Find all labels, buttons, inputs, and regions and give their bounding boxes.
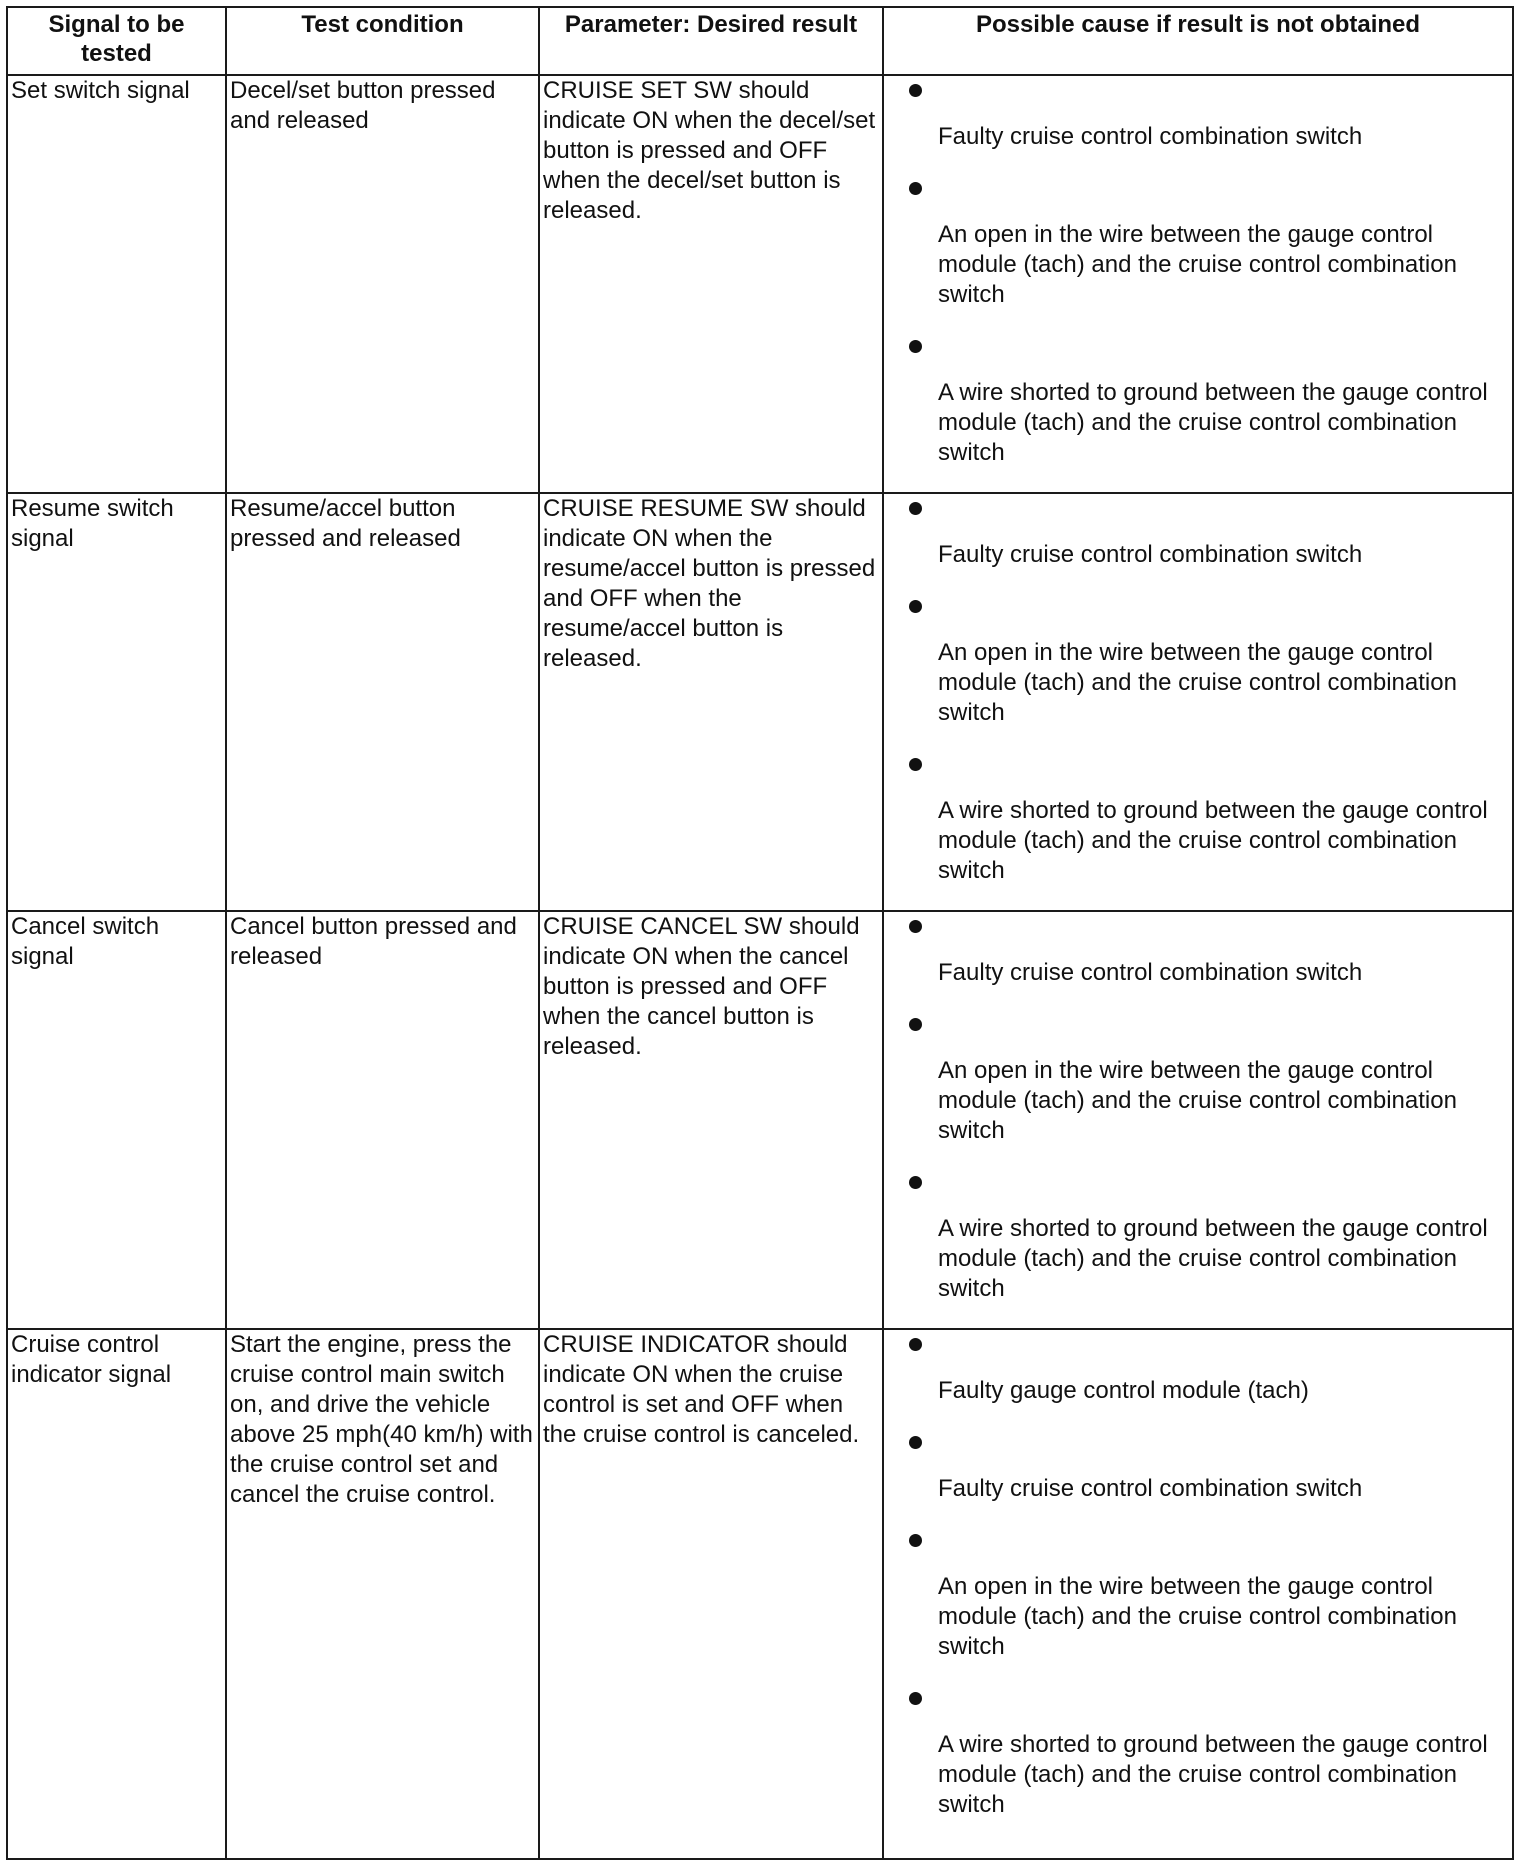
cause-item [887,1428,1509,1504]
cause-item [887,1010,1509,1146]
result-cell: CRUISE CANCEL SW should indicate ON when the cancel button is pressed and OFF when the cancel button is released. [539,911,883,1329]
cause-text: A wire shorted to ground between the gauge control module (tach) and the cruise control combination switch [938,379,1488,466]
cause-list [887,1330,1509,1820]
signal-cell: Cruise control indicator signal [7,1329,226,1859]
header-signal: Signal to be tested [7,7,226,75]
cause-list [887,494,1509,886]
table-row [7,493,1513,911]
cause-item [887,592,1509,728]
bullet-icon [909,182,922,195]
result-cell: CRUISE RESUME SW should indicate ON when the resume/accel button is pressed and OFF when the resume/accel button is released. [539,493,883,911]
causes-cell [883,911,1513,1329]
bullet-icon [909,84,922,97]
cause-text: Faulty cruise control combination switch [938,541,1363,568]
cause-item [887,1168,1509,1304]
diagnostic-table [6,6,1514,1860]
condition-cell: Start the engine, press the cruise control main switch on, and drive the vehicle above 25 mph(40 km/h) with the cruise control set and cancel the cruise control. [226,1329,539,1859]
cause-item [887,750,1509,886]
signal-cell: Cancel switch signal [7,911,226,1329]
cause-item [887,1330,1509,1406]
cause-text: An open in the wire between the gauge control module (tach) and the cruise control combination switch [938,221,1457,308]
signal-cell: Resume switch signal [7,493,226,911]
table-row [7,1329,1513,1859]
bullet-icon [909,502,922,515]
cause-text: A wire shorted to ground between the gauge control module (tach) and the cruise control combination switch [938,797,1488,884]
bullet-icon [909,1018,922,1031]
bullet-icon [909,758,922,771]
causes-cell [883,1329,1513,1859]
header-row [7,7,1513,75]
condition-cell: Decel/set button pressed and released [226,75,539,493]
result-cell: CRUISE SET SW should indicate ON when the decel/set button is pressed and OFF when the decel/set button is released. [539,75,883,493]
table-row [7,75,1513,493]
bullet-icon [909,600,922,613]
bullet-icon [909,1338,922,1351]
cause-item [887,174,1509,310]
cause-item [887,912,1509,988]
bullet-icon [909,1176,922,1189]
header-possible-cause: Possible cause if result is not obtained [883,7,1513,75]
cause-text: An open in the wire between the gauge control module (tach) and the cruise control combination switch [938,639,1457,726]
signal-cell: Set switch signal [7,75,226,493]
cause-list [887,912,1509,1304]
cause-text: An open in the wire between the gauge control module (tach) and the cruise control combination switch [938,1057,1457,1144]
cause-item [887,1684,1509,1820]
cause-text: A wire shorted to ground between the gauge control module (tach) and the cruise control combination switch [938,1731,1488,1818]
header-test-condition: Test condition [226,7,539,75]
cause-text: A wire shorted to ground between the gauge control module (tach) and the cruise control combination switch [938,1215,1488,1302]
cause-text: An open in the wire between the gauge control module (tach) and the cruise control combination switch [938,1573,1457,1660]
result-cell: CRUISE INDICATOR should indicate ON when the cruise control is set and OFF when the cruise control is canceled. [539,1329,883,1859]
cause-item [887,1526,1509,1662]
cause-text: Faulty cruise control combination switch [938,123,1363,150]
bullet-icon [909,340,922,353]
causes-cell [883,75,1513,493]
table-row [7,911,1513,1329]
condition-cell: Resume/accel button pressed and released [226,493,539,911]
bullet-icon [909,1436,922,1449]
cause-item [887,494,1509,570]
bullet-icon [909,1692,922,1705]
cause-item [887,332,1509,468]
cause-text: Faulty cruise control combination switch [938,959,1363,986]
header-desired-result: Parameter: Desired result [539,7,883,75]
cause-item [887,76,1509,152]
cause-list [887,76,1509,468]
cause-text: Faulty cruise control combination switch [938,1475,1363,1502]
bullet-icon [909,1534,922,1547]
bullet-icon [909,920,922,933]
causes-cell [883,493,1513,911]
cause-text: Faulty gauge control module (tach) [938,1377,1309,1404]
condition-cell: Cancel button pressed and released [226,911,539,1329]
